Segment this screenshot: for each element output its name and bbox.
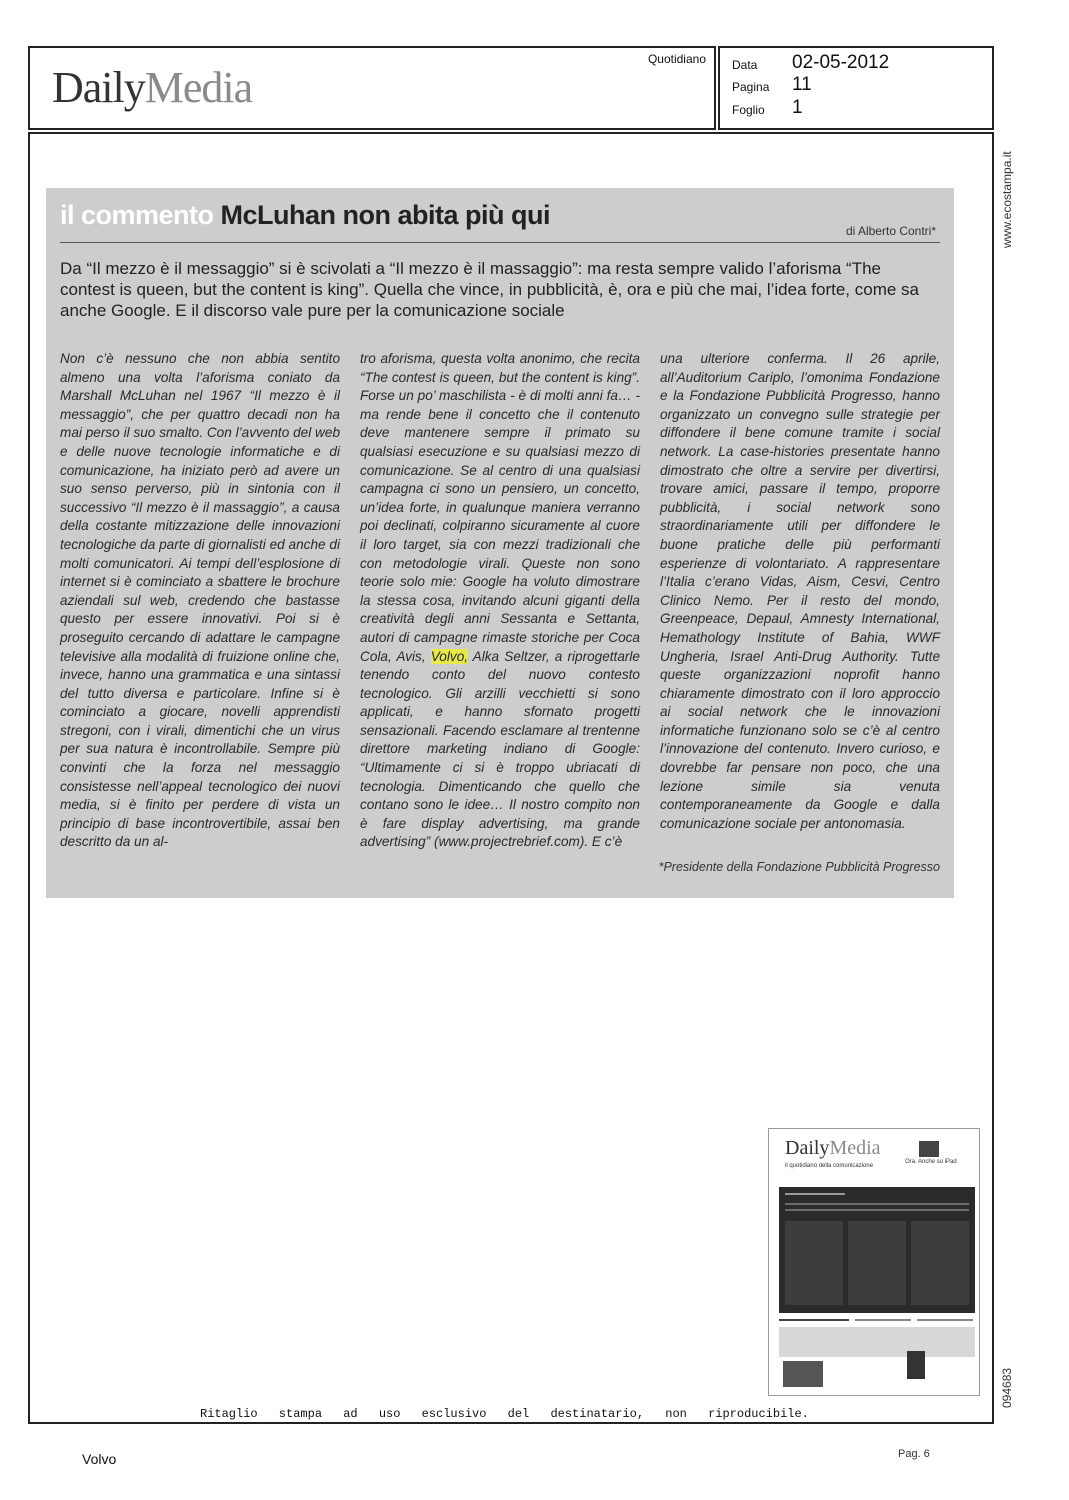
- pagina-label: Pagina: [732, 80, 770, 94]
- page-thumbnail: [768, 1128, 980, 1396]
- disclaimer: Ritaglio stampa ad uso esclusivo del destinatario, non riproducibile.: [200, 1407, 809, 1421]
- thumbnail-logo: [785, 1137, 881, 1160]
- thumbnail-line: [785, 1203, 969, 1205]
- side-url: [1000, 148, 1014, 248]
- article-title: [60, 200, 550, 231]
- thumbnail-lower-section: [779, 1317, 975, 1393]
- thumbnail-column: [911, 1221, 969, 1305]
- side-code: [1000, 1340, 1014, 1408]
- side-url-text: www.ecostampa.it: [1000, 151, 1014, 248]
- article-column-2: [360, 350, 640, 852]
- thumbnail-logo-daily: Daily: [785, 1137, 830, 1159]
- issue-info-box: [718, 46, 994, 130]
- foglio-label: Foglio: [732, 103, 765, 117]
- title-divider: [60, 242, 940, 243]
- article: [46, 188, 954, 898]
- info-row-data: [732, 52, 982, 76]
- thumbnail-article-block: [779, 1187, 975, 1313]
- pagina-value: 11: [792, 74, 812, 95]
- article-footnote: *Presidente della Fondazione Pubblicità Progresso: [658, 860, 940, 874]
- column-2-text-start: tro aforisma, questa volta anonimo, che recita “The contest is queen, but the content is king”. Forse un po’ maschilista - è di molti anni fa… - ma rende bene il concetto che il contenuto deve mantenere sempre il primato su qualsiasi esecuzione e su qualsiasi mezzo di comunicazione. Se al centro di una qualsiasi campagna ci sono un pensiero, un concetto, un’idea forte, in qualunque maniera verranno poi declinati, colpiranno sicuramente al cuore il loro target, sia con mezzi tradizionali che con metodologie virali. Queste non sono teorie solo mie: Google ha voluto dimostrare la stessa cosa, invitando alcuni giganti della creatività degli anni Sessanta e Settanta, autori di campagne rimaste storiche per Coca Cola, Avis,: [360, 351, 640, 664]
- article-rubric: il commento: [60, 200, 214, 230]
- thumbnail-column: [785, 1221, 843, 1305]
- thumbnail-text-block: [779, 1327, 975, 1357]
- info-row-pagina: [732, 74, 982, 98]
- logo-media: Media: [144, 63, 253, 112]
- data-label: Data: [732, 58, 758, 72]
- thumbnail-line: [785, 1193, 845, 1195]
- foglio-value: 1: [792, 97, 803, 118]
- article-byline: di Alberto Contri*: [845, 224, 936, 238]
- highlighted-keyword: Volvo,: [430, 648, 469, 664]
- article-column-3: una ulteriore conferma. Il 26 aprile, all’Auditorium Cariplo, l’omonima Fondazione e la Fondazione Pubblicità Progresso, hanno organizzato un convegno sulle strategie per diffondere il bene comune tramite i social network. La case-histories presentate hanno dimostrato che oltre a servire per divertirsi, trovare amici, passare il tempo, proporre pubblicità, i social network sono straordinariamente utili per diffondere le buone pratiche delle più performanti esperienze di volontariato. A rappresentare l’Italia c’erano Vidas, Aism, Cesvi, Centro Clinico Nemo. Per il resto del mondo, Greenpeace, Depaul, Amnesty International, Hemathology Institute of Bahia, WWF Ungheria, Israel Anti-Drug Authority. Tutte queste organizzazioni noprofit hanno chiaramente dimostrato con il loro approccio ai social network che le innovazioni informatiche funzionano solo se c’è al centro l’innovazione del contenuto. Invero curioso, e dovrebbe far pensare non poco, che una lezione simile sia venuta contemporaneamente da Google e dalla comunicazione sociale per antonomasia.: [660, 351, 940, 831]
- thumbnail-image: [783, 1361, 823, 1387]
- data-value: 02-05-2012: [792, 52, 890, 73]
- newspaper-logo: [52, 62, 252, 113]
- footer-brand: Volvo: [82, 1451, 117, 1467]
- info-row-foglio: [732, 97, 982, 121]
- footer-page-number: Pag. 6: [898, 1448, 930, 1460]
- thumbnail-line: [779, 1319, 849, 1321]
- article-column-1: Non c’è nessuno che non abbia sentito almeno una volta l’aforisma coniato da Marshall McLuhan nel 1967 “Il mezzo è il messaggio”, che per quattro decadi non ha mai perso il suo smalto. Con l’avvento del web e delle nuove tecnologie informatiche e di comunicazione, ha iniziato però ad avere un suo senso perverso, più in sintonia con il successivo “Il mezzo è il massaggio”, a causa della costante mitizzazione delle innovazioni tecnologiche da parte di giornalisti ed anche di molti comunicatori. Ai tempi dell’esplosione di internet si è cominciato a sbattere le brochure aziendali sul web, credendo che bastasse questo per essere innovativi. Poi si è proseguito cercando di adattare le campagne televisive alla modalità di fruizione online che, invece, hanno una grammatica e una sintassi del tutto diversa e particolare. Infine si è cominciato a giocare, novelli apprendisti stregoni, con i virali, dimentichi che un virus per sua natura è incontrollabile. Sempre più convinti che la forza nel messaggio consistesse nell’appeal tecnologico dei nuovi media, si è finito per perdere di vista un principio di base incontrovertibile, assai ben descritto da un al-: [60, 351, 340, 850]
- column-2-text-end: Alka Seltzer, a riprogettarle tenendo conto del nuovo contesto tecnologico. Gli arzilli vecchietti si sono applicati, e hanno sfornato progetti sensazionali. Facendo esclamare al trentenne direttore marketing indiano di Google: “Ultimamente ci si è troppo ubriacati di tecnologia. Dimenticando che quello che contano sono le idee… Il nostro compito non è fare display advertising, ma grande advertising” (www.projectrebrief.com). E c’è: [360, 648, 640, 850]
- article-headline: McLuhan non abita più qui: [220, 200, 551, 230]
- thumbnail-line: [917, 1319, 973, 1321]
- thumbnail-image: [907, 1351, 925, 1379]
- thumbnail-subtitle: il quotidiano della comunicazione: [785, 1163, 874, 1169]
- thumbnail-ad-text: Ora. Anche su iPad: [905, 1159, 957, 1165]
- thumbnail-logo-media: Media: [829, 1137, 881, 1159]
- logo-daily: Daily: [52, 63, 145, 112]
- thumbnail-line: [855, 1319, 911, 1321]
- article-lead: Da “Il mezzo è il messaggio” si è scivolati a “Il mezzo è il massaggio”: ma resta sempre valido l’aforisma “The contest is queen, but the content is king”. Quella che vince, in pubblicità, è, ora e più che mai, l’idea forte, come sa anche Google. E il discorso vale pure per la comunicazione sociale: [60, 259, 919, 320]
- thumbnail-badge: [919, 1141, 939, 1157]
- side-code-text: 094683: [1000, 1367, 1014, 1408]
- thumbnail-line: [785, 1209, 969, 1211]
- publication-type: Quotidiano: [647, 52, 706, 66]
- thumbnail-column: [848, 1221, 906, 1305]
